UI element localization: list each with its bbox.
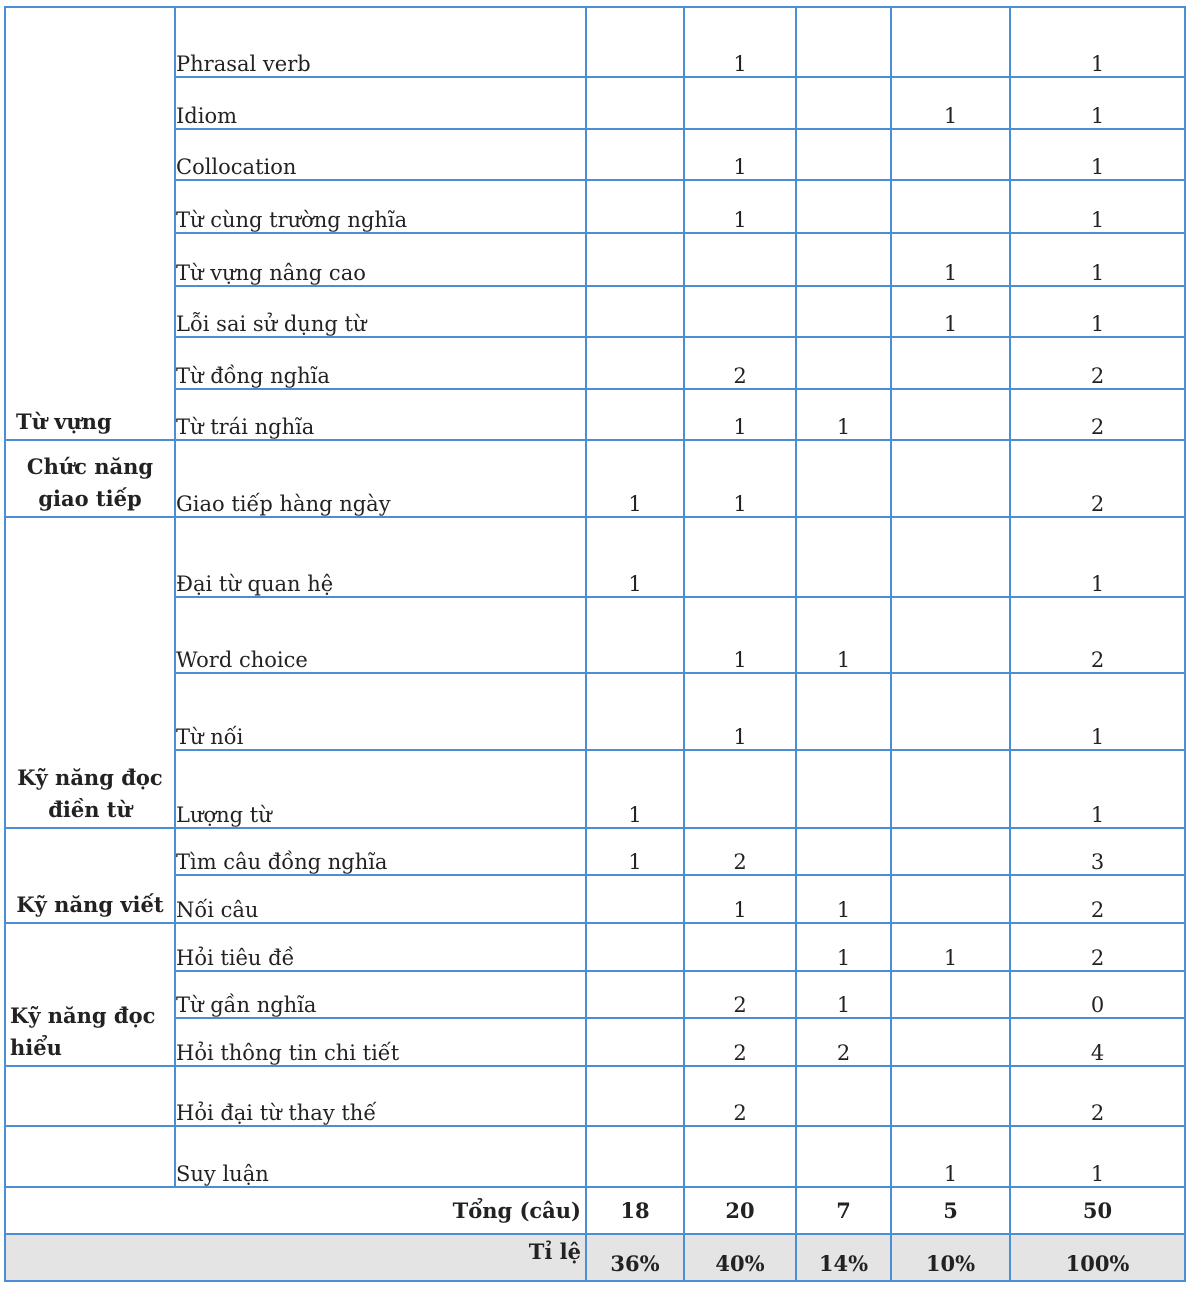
topic-cell: Idiom [175, 77, 586, 129]
ratio-value: 100% [1010, 1234, 1185, 1281]
count-cell: 1 [684, 875, 796, 923]
count-cell [891, 517, 1010, 597]
topic-cell: Từ nối [175, 673, 586, 750]
count-cell: 1 [796, 597, 891, 673]
topic-cell: Hỏi thông tin chi tiết [175, 1018, 586, 1066]
count-cell [586, 180, 684, 233]
count-cell [891, 750, 1010, 828]
count-cell: 1 [796, 389, 891, 440]
count-cell [586, 337, 684, 389]
count-cell: 1 [586, 828, 684, 875]
count-cell [891, 7, 1010, 77]
topic-cell: Collocation [175, 129, 586, 180]
count-cell [796, 673, 891, 750]
count-cell [684, 233, 796, 286]
row-total-cell: 0 [1010, 971, 1185, 1018]
count-cell: 1 [684, 389, 796, 440]
count-cell [796, 828, 891, 875]
category-cell: Từ vựng [5, 7, 175, 440]
table-row [5, 440, 1185, 517]
count-cell [684, 923, 796, 971]
row-total-cell: 1 [1010, 233, 1185, 286]
count-cell [586, 971, 684, 1018]
table-body [5, 7, 1185, 1281]
count-cell: 1 [586, 440, 684, 517]
count-cell [891, 180, 1010, 233]
category-cell: Chức năng giao tiếp [5, 440, 175, 517]
count-cell [586, 389, 684, 440]
total-value: 18 [586, 1187, 684, 1234]
count-cell: 1 [684, 129, 796, 180]
ratio-value: 10% [891, 1234, 1010, 1281]
topic-cell: Từ đồng nghĩa [175, 337, 586, 389]
count-cell: 1 [586, 750, 684, 828]
count-cell [586, 77, 684, 129]
row-total-cell: 1 [1010, 180, 1185, 233]
category-cell: Kỹ năng đọc hiểu [5, 923, 175, 1066]
count-cell [796, 7, 891, 77]
count-cell: 2 [684, 971, 796, 1018]
row-total-cell: 2 [1010, 597, 1185, 673]
ratio-row [5, 1234, 1185, 1281]
count-cell: 2 [796, 1018, 891, 1066]
topic-cell: Tìm câu đồng nghĩa [175, 828, 586, 875]
count-cell [796, 1066, 891, 1126]
count-cell [796, 233, 891, 286]
total-value: 50 [1010, 1187, 1185, 1234]
table-row [5, 180, 1185, 233]
total-value: 7 [796, 1187, 891, 1234]
row-total-cell: 1 [1010, 517, 1185, 597]
count-cell [684, 1126, 796, 1187]
table-row [5, 129, 1185, 180]
count-cell [586, 923, 684, 971]
count-cell [796, 77, 891, 129]
count-cell [684, 77, 796, 129]
count-cell [586, 875, 684, 923]
row-total-cell: 1 [1010, 286, 1185, 337]
table-row [5, 597, 1185, 673]
count-cell: 1 [796, 875, 891, 923]
row-total-cell: 3 [1010, 828, 1185, 875]
ratio-value: 40% [684, 1234, 796, 1281]
row-total-cell: 1 [1010, 673, 1185, 750]
category-cell [5, 1066, 175, 1126]
total-value: 5 [891, 1187, 1010, 1234]
count-cell [586, 1066, 684, 1126]
topic-cell: Giao tiếp hàng ngày [175, 440, 586, 517]
count-cell: 1 [684, 440, 796, 517]
row-total-cell: 1 [1010, 77, 1185, 129]
topic-cell: Lỗi sai sử dụng từ [175, 286, 586, 337]
count-cell: 1 [891, 923, 1010, 971]
table-row [5, 1126, 1185, 1187]
table-row [5, 673, 1185, 750]
count-cell: 1 [684, 597, 796, 673]
count-cell: 1 [586, 517, 684, 597]
total-label: Tổng (câu) [5, 1187, 586, 1234]
count-cell: 1 [891, 233, 1010, 286]
row-total-cell: 2 [1010, 1066, 1185, 1126]
count-cell: 1 [796, 923, 891, 971]
category-cell [5, 1126, 175, 1187]
count-cell: 1 [684, 673, 796, 750]
topic-cell: Từ gần nghĩa [175, 971, 586, 1018]
count-cell [796, 750, 891, 828]
table-row [5, 923, 1185, 971]
row-total-cell: 4 [1010, 1018, 1185, 1066]
count-cell [891, 875, 1010, 923]
row-total-cell: 1 [1010, 129, 1185, 180]
count-cell [891, 1066, 1010, 1126]
count-cell: 2 [684, 1066, 796, 1126]
count-cell [586, 673, 684, 750]
question-matrix-table [4, 6, 1186, 1282]
table-row [5, 389, 1185, 440]
count-cell [796, 440, 891, 517]
count-cell [891, 971, 1010, 1018]
table-row [5, 77, 1185, 129]
count-cell [586, 286, 684, 337]
count-cell [684, 750, 796, 828]
row-total-cell: 1 [1010, 750, 1185, 828]
topic-cell: Hỏi đại từ thay thế [175, 1066, 586, 1126]
count-cell [891, 337, 1010, 389]
table-row [5, 828, 1185, 875]
count-cell [891, 389, 1010, 440]
count-cell: 1 [891, 1126, 1010, 1187]
topic-cell: Từ trái nghĩa [175, 389, 586, 440]
count-cell [684, 286, 796, 337]
table-row [5, 7, 1185, 77]
count-cell [796, 286, 891, 337]
total-value: 20 [684, 1187, 796, 1234]
row-total-cell: 2 [1010, 389, 1185, 440]
count-cell [586, 1018, 684, 1066]
row-total-cell: 2 [1010, 875, 1185, 923]
row-total-cell: 2 [1010, 923, 1185, 971]
topic-cell: Suy luận [175, 1126, 586, 1187]
table-row [5, 750, 1185, 828]
count-cell: 2 [684, 1018, 796, 1066]
row-total-cell: 1 [1010, 1126, 1185, 1187]
table-row [5, 1018, 1185, 1066]
table-row [5, 337, 1185, 389]
count-cell: 1 [796, 971, 891, 1018]
count-cell [586, 1126, 684, 1187]
ratio-value: 14% [796, 1234, 891, 1281]
count-cell [891, 828, 1010, 875]
ratio-label: Tỉ lệ [5, 1234, 586, 1281]
count-cell [586, 129, 684, 180]
count-cell: 1 [684, 7, 796, 77]
topic-cell: Nối câu [175, 875, 586, 923]
topic-cell: Lượng từ [175, 750, 586, 828]
row-total-cell: 2 [1010, 337, 1185, 389]
table-row [5, 233, 1185, 286]
count-cell [796, 129, 891, 180]
topic-cell: Phrasal verb [175, 7, 586, 77]
count-cell [796, 180, 891, 233]
topic-cell: Đại từ quan hệ [175, 517, 586, 597]
topic-cell: Word choice [175, 597, 586, 673]
topic-cell: Từ cùng trường nghĩa [175, 180, 586, 233]
table-row [5, 875, 1185, 923]
count-cell [891, 673, 1010, 750]
count-cell [891, 129, 1010, 180]
count-cell [796, 1126, 891, 1187]
topic-cell: Hỏi tiêu đề [175, 923, 586, 971]
row-total-cell: 2 [1010, 440, 1185, 517]
total-row [5, 1187, 1185, 1234]
count-cell [891, 440, 1010, 517]
table-row [5, 1066, 1185, 1126]
table-row [5, 286, 1185, 337]
count-cell: 1 [891, 77, 1010, 129]
count-cell: 2 [684, 828, 796, 875]
count-cell [796, 517, 891, 597]
category-cell: Kỹ năng đọc điền từ [5, 517, 175, 828]
count-cell: 1 [684, 180, 796, 233]
ratio-value: 36% [586, 1234, 684, 1281]
count-cell [796, 337, 891, 389]
table-row [5, 517, 1185, 597]
category-cell: Kỹ năng viết [5, 828, 175, 923]
count-cell: 1 [891, 286, 1010, 337]
row-total-cell: 1 [1010, 7, 1185, 77]
count-cell [586, 233, 684, 286]
count-cell [891, 597, 1010, 673]
topic-cell: Từ vựng nâng cao [175, 233, 586, 286]
count-cell [684, 517, 796, 597]
count-cell [586, 597, 684, 673]
count-cell [586, 7, 684, 77]
count-cell [891, 1018, 1010, 1066]
table-row [5, 971, 1185, 1018]
count-cell: 2 [684, 337, 796, 389]
